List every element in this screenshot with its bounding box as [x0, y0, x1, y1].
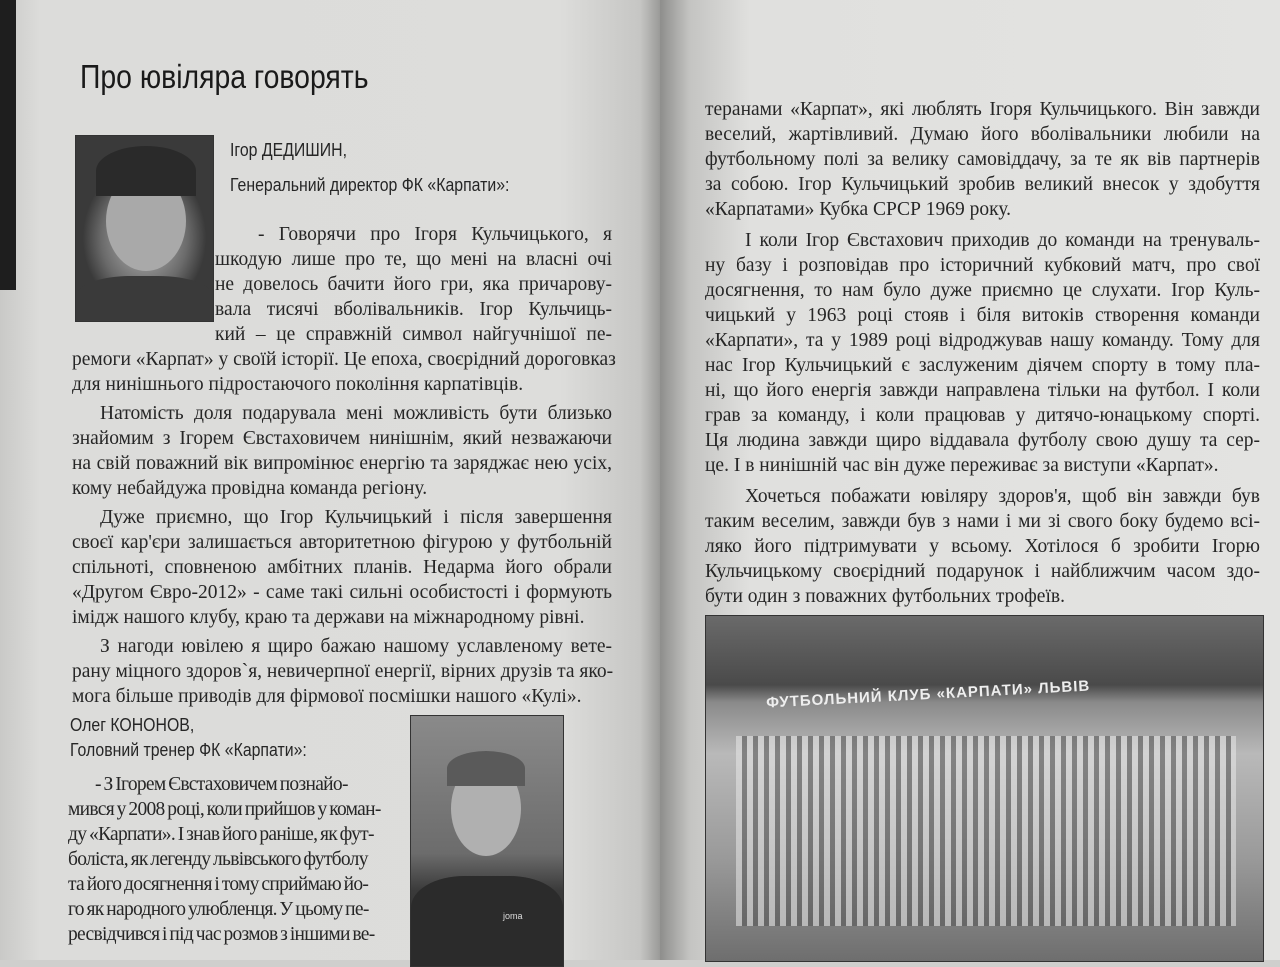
- text-line: «Карпати», та у 1989 році відроджував нашу команду. Тому для: [705, 330, 1260, 351]
- text-line: - Говорячи про Ігоря Кульчицького, я: [258, 224, 612, 245]
- text-line: для нинішнього підростаючого покоління карпатівців.: [72, 374, 524, 395]
- stadium-banner: ФУТБОЛЬНИЙ КЛУБ «КАРПАТИ» ЛЬВІВ: [765, 677, 1091, 712]
- team-photo: [705, 615, 1264, 962]
- text-line: боліста, як легенду львівського футболу: [68, 849, 368, 870]
- speaker-role: Головний тренер ФК «Карпати»:: [70, 740, 307, 760]
- text-line: вала тисячі вболівальників. Ігор Кульчиць-: [215, 299, 612, 320]
- text-line: мився у 2008 році, коли прийшов у коман-: [68, 799, 381, 820]
- text-line: та його досягнення і тому сприймаю йо-: [68, 874, 369, 895]
- text-line: «Другом Євро-2012» - саме такі сильні особистості і формують: [72, 582, 612, 603]
- speaker-name: Ігор ДЕДИШИН,: [230, 140, 347, 160]
- text-line: своєї кар'єри залишається авторитетною фігурою у футбольній: [72, 532, 612, 553]
- text-line: З нагоди ювілею я щиро бажаю нашому уславленому вете-: [100, 636, 612, 657]
- text-line: імідж нашого клубу, краю та держави на міжнародному рівні.: [72, 607, 585, 628]
- text-line: за собою. Ігор Кульчицький зробив великий внесок у здобуття: [705, 174, 1260, 195]
- text-line: рану міцного здоров`я, невичерпної енергії, вірних друзів та яко-: [72, 661, 614, 682]
- team-players: [736, 736, 1236, 926]
- text-line: ду «Карпати». І знав його раніше, як фут-: [68, 824, 374, 845]
- text-line: ну базу і розповідав про історичний кубковий матч, про свої: [705, 255, 1260, 276]
- speaker-name: Олег КОНОНОВ,: [70, 715, 195, 735]
- text-line: мога більше приводів для фірмової посмішки нашого «Кулі».: [72, 686, 582, 707]
- text-line: Натомість доля подарувала мені можливість бути близько: [100, 403, 612, 424]
- text-line: кому небайдужа провідна команда регіону.: [72, 478, 428, 499]
- text-line: шкодую лише про те, що мені на власні очі: [215, 249, 612, 270]
- text-line: бути один з поважних футбольних трофеїв.: [705, 586, 1065, 607]
- text-line: Хочеться побажати ювіляру здоров'я, щоб він завжди був: [745, 486, 1260, 507]
- text-line: спільноті, сповненою амбітних планів. Недарма його обрали: [72, 557, 612, 578]
- text-line: на свій поважний вік випромінює енергію та заряджає нею усіх,: [72, 453, 612, 474]
- book-cover-edge: [0, 0, 16, 290]
- text-line: ресвідчився і під час розмов з іншими ве-: [68, 924, 375, 945]
- text-line: - З Ігорем Євстаховичем познайо-: [95, 774, 348, 795]
- shirt-logo: joma: [503, 911, 523, 921]
- text-line: Кульчицькому своєрідний подарунок і найближчим часом здо-: [705, 561, 1260, 582]
- text-line: чицький у 1963 році стояв і біля витоків створення команди: [705, 305, 1260, 326]
- text-line: не довелось бачити його гри, яка причарову-: [215, 274, 612, 295]
- text-line: досягнення, то нам було дуже приємно це слухати. Ігор Куль-: [705, 280, 1260, 301]
- text-line: футбольному полі за велику самовіддачу, за те як вів партнерів: [705, 149, 1260, 170]
- text-line: ремоги «Карпат» у своїй історії. Це епоха, своєрідний дороговказ: [72, 349, 616, 370]
- text-line: нас Ігор Кульчицький є заслуженим діячем спорту в тому пла-: [705, 355, 1260, 376]
- text-line: веселий, жартівливий. Думаю його вболівальники любили на: [705, 124, 1260, 145]
- text-line: ні, що його енергія завжди направлена тільки на футбол. І коли: [705, 380, 1260, 401]
- text-line: грав за команду, і коли працював у дитячо-юнацькому спорті.: [705, 405, 1260, 426]
- text-line: го як народного улюбленця. У цьому пе-: [68, 899, 369, 920]
- text-line: знайомим з Ігорем Євстаховичем нинішнім, який незважаючи: [72, 428, 612, 449]
- text-line: ляко його підтримувати у всьому. Хотілося б зробити Ігорю: [705, 536, 1260, 557]
- text-line: Ця людина завжди щиро віддавала футболу свою душу та сер-: [705, 430, 1260, 451]
- text-line: кий – це справжній символ найгучнішої пе-: [215, 324, 612, 345]
- speaker-role: Генеральний директор ФК «Карпати»:: [230, 175, 510, 195]
- text-line: це. І в нинішній час він дуже переживає за виступи «Карпат».: [705, 455, 1219, 476]
- text-line: таким веселим, завжди був з нами і ми зі свого боку будемо всі-: [705, 511, 1260, 532]
- portrait-photo-dedyshyn: [75, 135, 214, 322]
- text-line: Дуже приємно, що Ігор Кульчицький і після завершення: [100, 507, 612, 528]
- portrait-photo-kononov: [410, 715, 564, 967]
- text-line: І коли Ігор Євстахович приходив до команди на тренуваль-: [745, 230, 1260, 251]
- text-line: теранами «Карпат», які люблять Ігоря Кульчицького. Він завжди: [705, 99, 1260, 120]
- text-line: «Карпатами» Кубка СРСР 1969 року.: [705, 199, 1012, 220]
- page-title: Про ювіляра говорять: [80, 58, 369, 95]
